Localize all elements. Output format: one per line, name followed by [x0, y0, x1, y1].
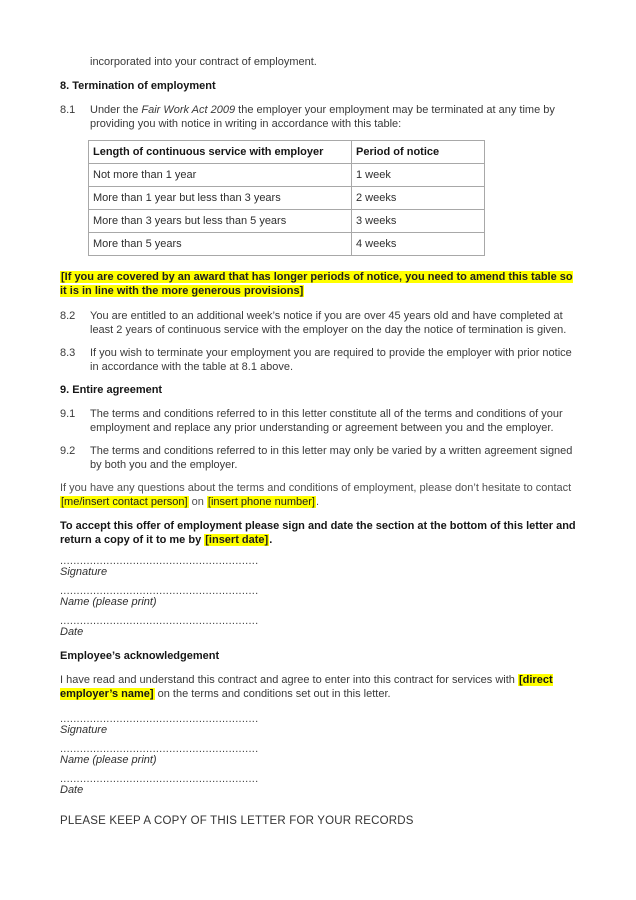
employee-acknowledgement-heading: Employee’s acknowledgement: [60, 650, 220, 662]
phone-placeholder: [insert phone number]: [207, 496, 315, 508]
clause-8-3-text: If you wish to terminate your employment you are required to provide the employer with prior notice in accordance with the table at 8.1 above.: [90, 347, 572, 373]
table-cell-notice: 1 week: [352, 164, 485, 187]
date-label: Date: [60, 784, 84, 796]
name-line-unit: [60, 745, 578, 767]
table-row: [89, 187, 485, 210]
section-8-heading: 8. Termination of employment: [60, 80, 216, 92]
table-cell-notice: 3 weeks: [352, 210, 485, 233]
table-cell-notice: 2 weeks: [352, 187, 485, 210]
table-header-notice: Period of notice: [352, 141, 485, 164]
table-cell-service: Not more than 1 year: [89, 164, 352, 187]
name-line-unit: [60, 587, 578, 609]
signature-dotted-line: ............................................................: [60, 715, 259, 724]
intro-paragraph: incorporated into your contract of employment.: [90, 56, 317, 68]
acknowledgement-paragraph: [60, 673, 578, 701]
date-label: Date: [60, 626, 84, 638]
signature-label: Signature: [60, 566, 108, 578]
signature-line-unit: [60, 715, 578, 737]
ack-post: on the terms and conditions set out in this letter.: [154, 688, 391, 700]
employer-name-placeholder: [direct employer’s name]: [60, 674, 553, 700]
contact-mid: on: [188, 496, 207, 508]
date-dotted-line: ............................................................: [60, 617, 259, 626]
table-row: [89, 164, 485, 187]
keep-copy-notice: PLEASE KEEP A COPY OF THIS LETTER FOR YOUR RECORDS: [60, 815, 414, 827]
accept-pre: To accept this offer of employment please sign and date the section at the bottom of this letter and return a copy of it to me by: [60, 520, 576, 546]
employer-signature-block: [60, 557, 578, 639]
clause-8-1-post: the employer your employment may be terminated at any time by providing you with notice in writing in accordance with this table:: [90, 104, 555, 130]
award-note-highlight: [If you are covered by an award that has longer periods of notice, you need to amend this table so it is in line with the more generous provisions]: [60, 271, 573, 297]
notice-period-table: [88, 140, 485, 256]
signature-line-unit: [60, 557, 578, 579]
insert-date-placeholder: [insert date]: [205, 534, 269, 546]
clause-8-1-number: 8.1: [60, 104, 76, 116]
ack-pre: I have read and understand this contract and agree to enter into this contract for services with: [60, 674, 518, 686]
date-line-unit: [60, 775, 578, 797]
accept-post: .: [269, 534, 273, 546]
clause-8-2: [60, 309, 578, 337]
contact-paragraph: [60, 481, 578, 509]
table-cell-service: More than 1 year but less than 3 years: [89, 187, 352, 210]
award-amendment-note: [60, 270, 578, 298]
clause-9-2-number: 9.2: [60, 445, 76, 457]
section-9-heading: 9. Entire agreement: [60, 384, 163, 396]
date-line-unit: [60, 617, 578, 639]
employee-signature-block: [60, 715, 578, 797]
clause-9-1-number: 9.1: [60, 408, 76, 420]
act-title: Fair Work Act 2009: [141, 104, 236, 116]
contact-person-placeholder: [me/insert contact person]: [61, 496, 188, 508]
table-cell-notice: 4 weeks: [352, 233, 485, 256]
clause-9-1-text: The terms and conditions referred to in this letter constitute all of the terms and conditions of your employment and replace any prior understanding or agreement between you and the employer.: [90, 408, 563, 434]
name-label: Name (please print): [60, 754, 157, 766]
table-header-service: Length of continuous service with employer: [89, 141, 352, 164]
table-header-row: [89, 141, 485, 164]
clause-9-2: [60, 444, 578, 472]
clause-8-3-number: 8.3: [60, 347, 76, 359]
contact-pre: If you have any questions about the terms and conditions of employment, please don’t hesitate to contact: [60, 482, 572, 494]
signature-dotted-line: ............................................................: [60, 557, 259, 566]
accept-offer-paragraph: [60, 519, 578, 547]
clause-8-1-pre: Under the: [90, 104, 142, 116]
name-dotted-line: ............................................................: [60, 745, 259, 754]
name-label: Name (please print): [60, 596, 157, 608]
table-cell-service: More than 3 years but less than 5 years: [89, 210, 352, 233]
clause-8-1-text: [90, 103, 578, 131]
clause-8-2-number: 8.2: [60, 310, 76, 322]
table-row: [89, 210, 485, 233]
signature-label: Signature: [60, 724, 108, 736]
clause-9-2-text: The terms and conditions referred to in this letter may only be varied by a written agreement signed by both you and the employer.: [90, 445, 573, 471]
clause-8-3: [60, 346, 578, 374]
name-dotted-line: ............................................................: [60, 587, 259, 596]
date-dotted-line: ............................................................: [60, 775, 259, 784]
clause-8-2-text: You are entitled to an additional week’s notice if you are over 45 years old and have completed at least 2 years of continuous service with the employer on the day the notice of termination is given.: [90, 310, 567, 336]
table-row: [89, 233, 485, 256]
contact-post: .: [315, 496, 319, 508]
clause-8-1: [60, 103, 578, 131]
clause-9-1: [60, 407, 578, 435]
table-cell-service: More than 5 years: [89, 233, 352, 256]
